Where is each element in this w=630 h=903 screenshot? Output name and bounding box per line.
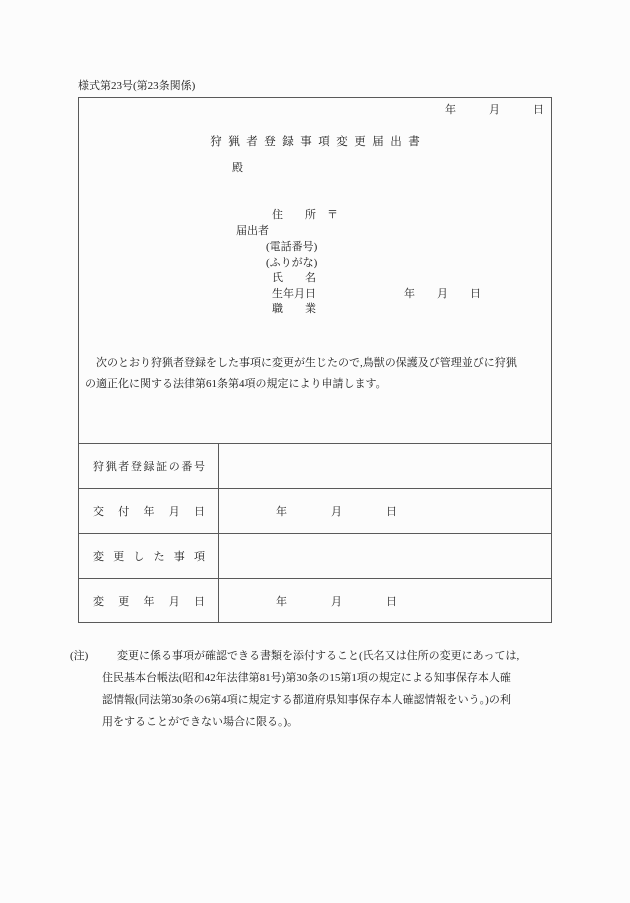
occupation-label: 職 業 — [272, 303, 316, 315]
table-row-changed-items — [78, 533, 552, 578]
row-label: 狩猟者登録証の番号 — [78, 444, 219, 488]
note-label: (注) — [70, 650, 89, 662]
note-line: 認情報(同法第30条の6第4項に規定する都道府県知事保存本人確認情報をいう。)の利 — [102, 694, 511, 706]
row-label: 変更年月日 — [78, 579, 219, 623]
form-code-label: 様式第23号(第23条関係) — [78, 80, 196, 92]
note-line: 住民基本台帳法(昭和42年法律第81号)第30条の15第1項の規定による知事保存本人確 — [102, 672, 511, 684]
row-label: 交付年月日 — [78, 489, 219, 533]
row-value: 年 月 日 — [276, 506, 397, 518]
birthdate-placeholder: 年 月 日 — [404, 288, 481, 300]
table-row-issue-date — [78, 488, 552, 533]
details-table — [78, 443, 552, 623]
body-line: 次のとおり狩猟者登録をした事項に変更が生じたので,鳥獣の保護及び管理並びに狩猟 — [85, 357, 517, 369]
birthdate-label: 生年月日 — [272, 288, 316, 300]
submission-date-placeholder: 年 月 日 — [445, 104, 544, 116]
note-line: 変更に係る事項が確認できる書類を添付すること(氏名又は住所の変更にあっては, — [117, 650, 520, 662]
row-value — [219, 534, 552, 578]
name-label: 氏 名 — [272, 272, 316, 284]
furigana-label: (ふりがな) — [266, 257, 318, 269]
declarer-label: 届出者 — [236, 225, 269, 237]
form-title: 狩猟者登録事項変更届出書 — [210, 136, 427, 148]
note-line: 用をすることができない場合に限る。)。 — [102, 716, 299, 728]
row-value: 年 月 日 — [276, 596, 397, 608]
address-label: 住 所 〒 — [272, 209, 338, 221]
row-value — [219, 444, 552, 488]
table-row-registration-number — [78, 443, 552, 488]
row-label: 変更した事項 — [78, 534, 219, 578]
addressee-honorific: 殿 — [232, 162, 243, 174]
body-line: の適正化に関する法律第61条第4項の規定により申請します。 — [85, 378, 387, 390]
phone-number-label: (電話番号) — [266, 241, 318, 253]
table-row-change-date — [78, 578, 552, 623]
